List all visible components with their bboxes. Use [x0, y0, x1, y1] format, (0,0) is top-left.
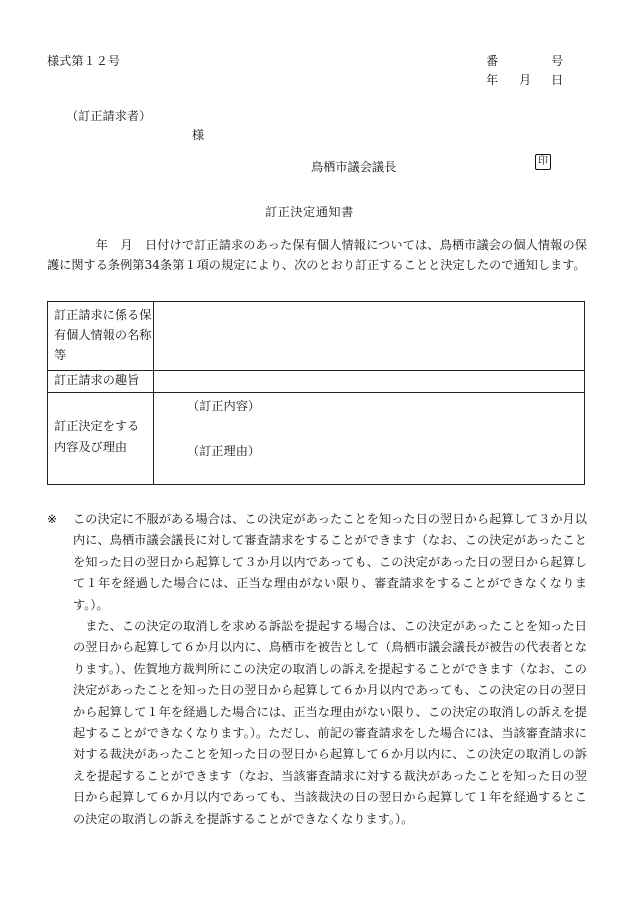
requester-label: （訂正請求者） [66, 109, 152, 123]
correction-reason-label: （訂正理由） [187, 444, 261, 458]
intro-paragraph: 年 月 日付けで訂正請求のあった保有個人情報については、鳥栖市議会の個人情報の保護に関する条例第34条第１項の規定により、次のとおり訂正することと決定したので通知します。 [47, 238, 587, 272]
seal-stamp: 印 [535, 154, 551, 170]
note-mark: ※ [47, 512, 58, 526]
number-label-go: 号 [551, 54, 564, 68]
document-title: 訂正決定通知書 [265, 205, 354, 219]
correction-content-label: （訂正内容） [187, 399, 261, 413]
row-label-request-purpose: 訂正請求の趣旨 [48, 370, 154, 392]
correction-decision-table [47, 301, 585, 485]
notes-section [47, 509, 587, 830]
note-text-1: この決定に不服がある場合は、この決定があったことを知った日の翌日から起算して３か月以内に、鳥栖市議会議長に対して審査請求をすることができます（なお、この決定があったことを知った日の翌日から起算して３か月以内であっても、この決定があった日の翌日から起算して１年を経過した場合には、正当な理由がない限り、審査請求をすることができなくなります。）。 [73, 512, 587, 612]
row-label-decision-line1: 訂正決定をする [54, 419, 140, 433]
date-month-label: 月 [519, 73, 532, 87]
table-row [48, 370, 584, 393]
note-paragraph-1 [47, 509, 587, 616]
note-paragraph-2: また、この決定の取消しを求める訴訟を提起する場合は、この決定があったことを知った日の翌日から起算して６か月以内に、鳥栖市を被告として（鳥栖市議会議長が被告の代表者となります。）、佐賀地方裁判所にこの決定の取消しの訴えを提起することができます（なお、この決定があったことを知った日の翌日から起算して６か月以内であっても、この決定の日の翌日から起算して１年を経過した場合には、正当な理由がない限り、この決定の取消しの訴えを提起することができなくなります。）。ただし、前記の審査請求をした場合には、当該審査請求に対する裁決があったことを知った日の翌日から起算して６か月以内に、この決定の取消しの訴えを提起することができます（なお、当該審査請求に対する裁決があったことを知った日の翌日から起算して６か月以内であっても、当該裁決の日の翌日から起算して１年を経過するとこの決定の取消しの訴えを提訴することができなくなります。）。 [73, 619, 587, 826]
table-row [48, 302, 584, 371]
date-day-label: 日 [551, 73, 564, 87]
table-row [48, 392, 584, 484]
row-label-personal-info-name: 訂正請求に係る保有個人情報の名称等 [48, 302, 154, 370]
date-year-label: 年 [486, 73, 499, 87]
row-label-decision-line2: 内容及び理由 [54, 440, 128, 454]
sender-title: 鳥栖市議会議長 [311, 160, 397, 174]
form-number: 様式第１２号 [47, 54, 121, 68]
number-label-ban: 番 [486, 54, 499, 68]
honorific-sama: 様 [192, 128, 205, 142]
row-label-decision-content [48, 392, 154, 484]
